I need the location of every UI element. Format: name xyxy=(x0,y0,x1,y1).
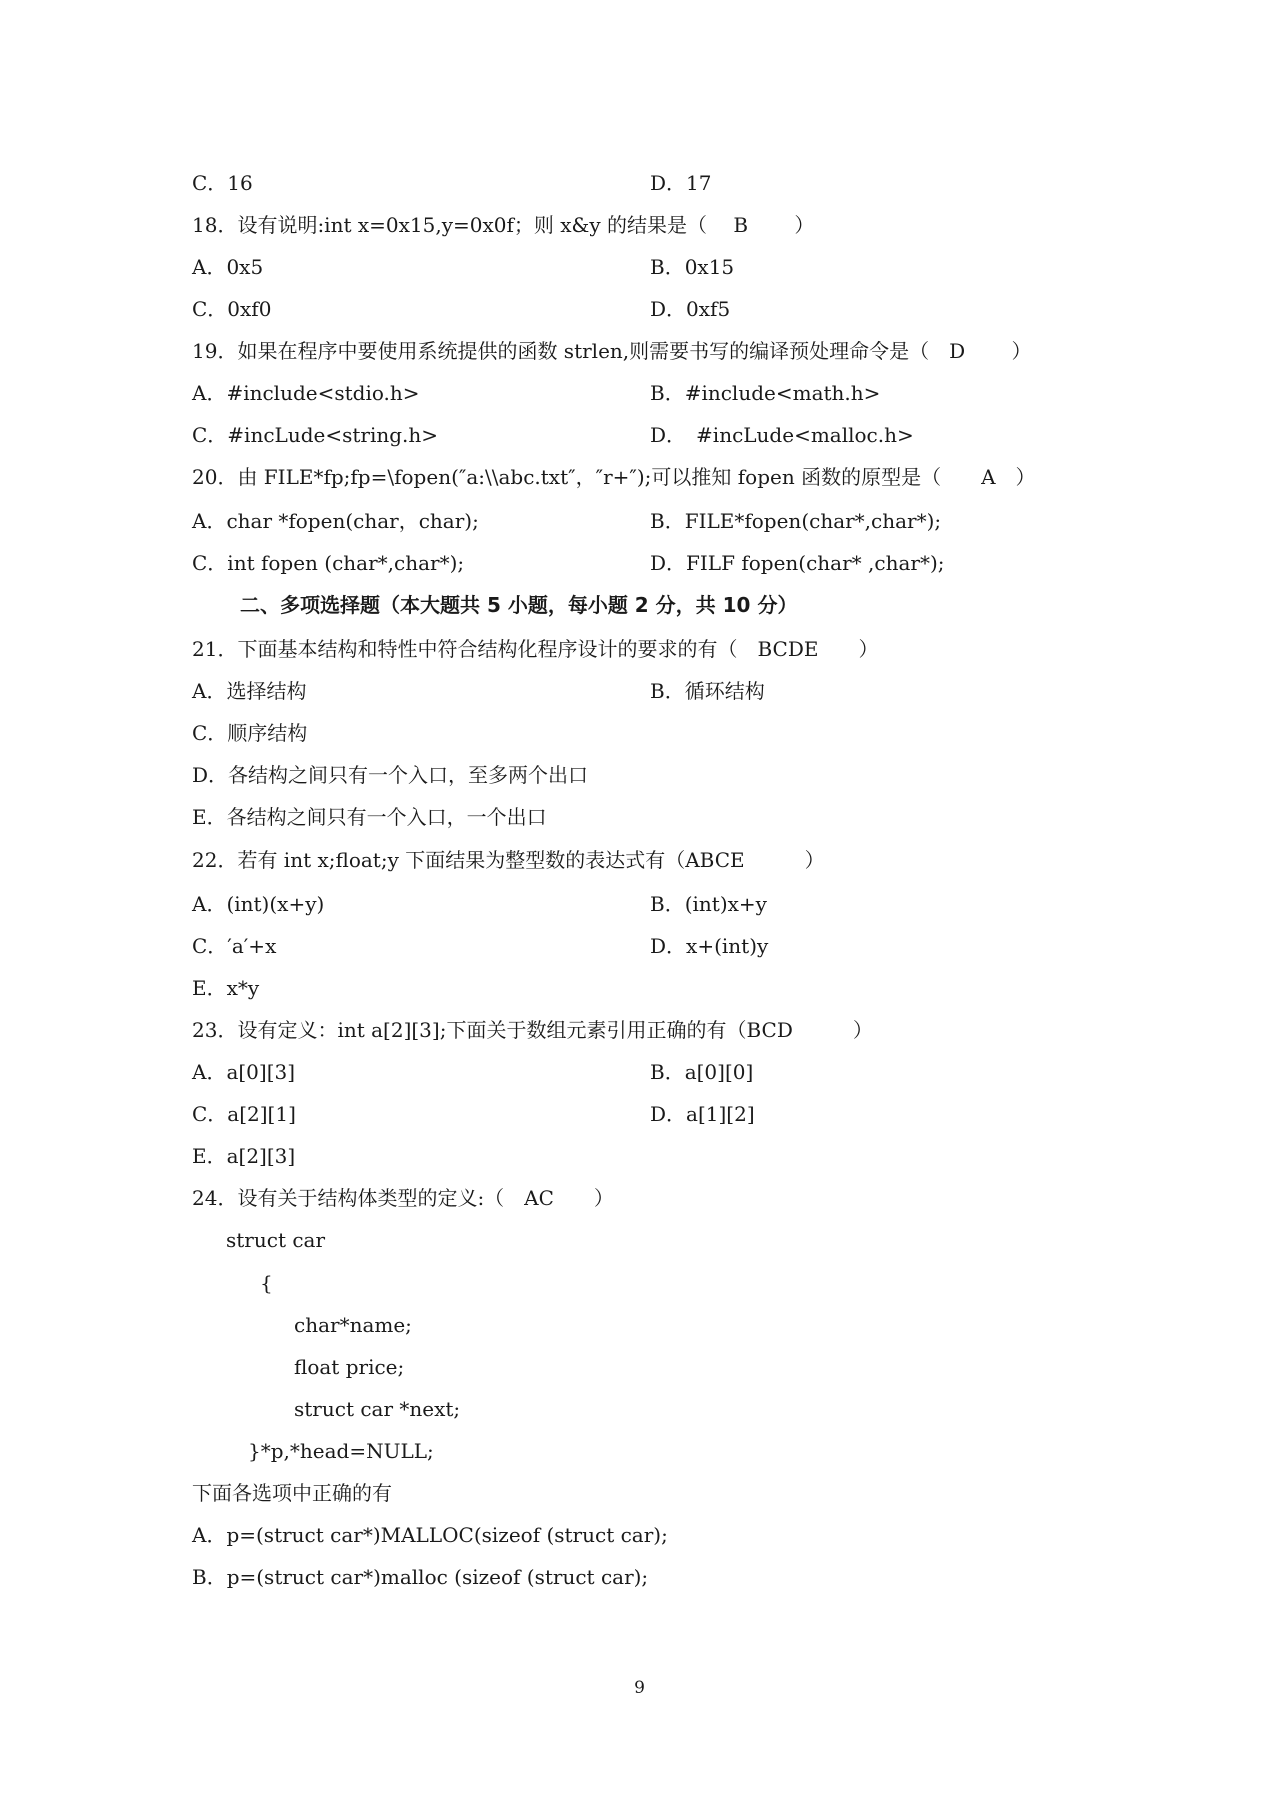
line-text: float price; xyxy=(294,1355,405,1379)
option-right: B．0x15 xyxy=(650,255,735,279)
text-line xyxy=(248,1436,434,1466)
text-line xyxy=(192,973,259,1003)
text-line xyxy=(192,336,1032,366)
text-line xyxy=(192,1099,755,1129)
line-text: 二、多项选择题（本大题共 5 小题，每小题 2 分，共 10 分） xyxy=(240,593,798,617)
line-text: A．char *fopen(char，char); xyxy=(192,509,479,533)
line-text: 22．若有 int x;float;y 下面结果为整型数的表达式有（ABCE ） xyxy=(192,848,825,872)
text-line xyxy=(192,1183,614,1213)
text-line xyxy=(294,1352,404,1382)
text-line xyxy=(192,462,1036,492)
line-text: 24．设有关于结构体类型的定义:（ AC ） xyxy=(192,1186,614,1210)
section-heading xyxy=(240,590,797,620)
text-line xyxy=(192,931,769,961)
option-right: B．FILE*fopen(char*,char*); xyxy=(650,509,942,533)
line-text: { xyxy=(260,1271,273,1295)
line-text: 20．由 FILE*fp;fp=\fopen(″a:\\abc.txt″，″r+″);可以推知 fopen 函数的原型是（ A ） xyxy=(192,465,1036,489)
option-right: D．x+(int)y xyxy=(650,934,769,958)
text-line xyxy=(192,252,735,282)
option-right: D．17 xyxy=(650,171,712,195)
line-text: A．a[0][3] xyxy=(192,1060,296,1084)
text-line xyxy=(192,548,945,578)
line-text: E．各结构之间只有一个入口，一个出口 xyxy=(192,805,547,829)
line-text: C．′a′+x xyxy=(192,934,277,958)
option-right: D．a[1][2] xyxy=(650,1102,755,1126)
text-line xyxy=(192,1057,754,1087)
line-text: E．x*y xyxy=(192,976,260,1000)
line-text: A．(int)(x+y) xyxy=(192,892,325,916)
line-text: A．p=(struct car*)MALLOC(sizeof (struct car); xyxy=(192,1523,668,1547)
option-right: B．a[0][0] xyxy=(650,1060,754,1084)
line-text: 23．设有定义：int a[2][3];下面关于数组元素引用正确的有（BCD ） xyxy=(192,1018,873,1042)
option-right: B．#include<math.h> xyxy=(650,381,881,405)
text-line xyxy=(192,718,307,748)
text-line xyxy=(192,210,814,240)
text-line xyxy=(192,294,731,324)
line-text: struct car *next; xyxy=(294,1397,461,1421)
text-line xyxy=(260,1268,273,1298)
text-line xyxy=(192,634,878,664)
line-text: A．选择结构 xyxy=(192,679,307,703)
line-text: C．a[2][1] xyxy=(192,1102,296,1126)
text-line xyxy=(192,378,881,408)
line-text: D．各结构之间只有一个入口，至多两个出口 xyxy=(192,763,589,787)
line-text: 19．如果在程序中要使用系统提供的函数 strlen,则需要书写的编译预处理命令是（ D ） xyxy=(192,339,1032,363)
text-line xyxy=(192,845,825,875)
text-line xyxy=(192,802,547,832)
option-right: D．FILF fopen(char* ,char*); xyxy=(650,551,945,575)
line-text: C．#incLude<string.h> xyxy=(192,423,439,447)
text-line xyxy=(192,506,942,536)
text-line xyxy=(192,1562,648,1592)
text-line xyxy=(192,760,588,790)
text-line xyxy=(294,1394,460,1424)
option-right: B．(int)x+y xyxy=(650,892,767,916)
option-right: B．循环结构 xyxy=(650,679,765,703)
text-line xyxy=(192,889,767,919)
text-line xyxy=(192,1478,392,1508)
line-text: C．int fopen (char*,char*); xyxy=(192,551,465,575)
text-line xyxy=(192,676,765,706)
option-right: D．0xf5 xyxy=(650,297,731,321)
line-text: char*name; xyxy=(294,1313,412,1337)
text-line xyxy=(294,1310,412,1340)
option-right: D． #incLude<malloc.h> xyxy=(650,423,914,447)
text-line xyxy=(192,420,914,450)
text-line xyxy=(192,1520,668,1550)
page-number: 9 xyxy=(634,1678,645,1698)
line-text: C．顺序结构 xyxy=(192,721,308,745)
text-line xyxy=(226,1225,325,1255)
line-text: 21．下面基本结构和特性中符合结构化程序设计的要求的有（ BCDE ） xyxy=(192,637,879,661)
line-text: A．0x5 xyxy=(192,255,264,279)
line-text: 下面各选项中正确的有 xyxy=(192,1481,392,1505)
line-text: E．a[2][3] xyxy=(192,1144,296,1168)
line-text: 18．设有说明:int x=0x15,y=0x0f；则 x&y 的结果是（ B ） xyxy=(192,213,815,237)
line-text: B．p=(struct car*)malloc (sizeof (struct car); xyxy=(192,1565,649,1589)
line-text: }*p,*head=NULL; xyxy=(248,1439,434,1463)
text-line xyxy=(192,168,712,198)
line-text: C．16 xyxy=(192,171,253,195)
line-text: struct car xyxy=(226,1228,326,1252)
text-line xyxy=(192,1141,295,1171)
text-line xyxy=(192,1015,873,1045)
line-text: A．#include<stdio.h> xyxy=(192,381,420,405)
line-text: C．0xf0 xyxy=(192,297,272,321)
